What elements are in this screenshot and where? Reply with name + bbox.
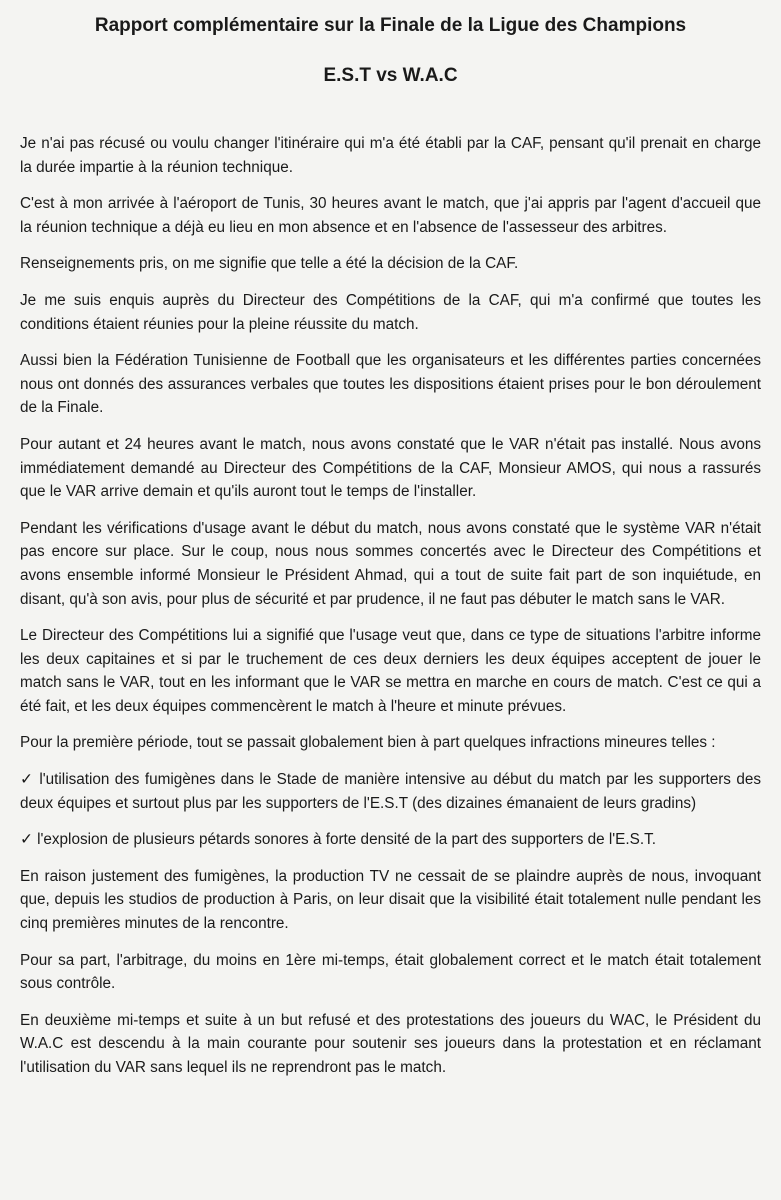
paragraph-director-inquiry: Je me suis enquis auprès du Directeur des Compétitions de la CAF, qui m'a confirmé que toutes les conditions étaient réunies pour la pleine réussite du match. bbox=[20, 291, 761, 333]
paragraph-verifications: Pendant les vérifications d'usage avant le début du match, nous avons constaté que le système VAR n'était pas encore sur place. Sur le coup, nous nous sommes concertés avec le Directeur des Compétitions et avons ensemble informé Monsieur le Président Ahmad, qui a tout de suite fait part de son inquiétude, en disant, qu'à son avis, pour plus de sécurité et par prudence, il ne faut pas débuter le match sans le VAR. bbox=[20, 519, 761, 608]
paragraph-caf-decision: Renseignements pris, on me signifie que telle a été la décision de la CAF. bbox=[20, 255, 519, 273]
list-item-firecrackers: ✓ l'explosion de plusieurs pétards sonores à forte densité de la part des supporters de l'E.S.T. bbox=[20, 831, 656, 849]
paragraph-tv-production: En raison justement des fumigènes, la production TV ne cessait de se plaindre auprès de nous, invoquant que, depuis les studios de production à Paris, on leur disait que la visibilité était totalement nulle pendant les cinq premières minutes de la rencontre. bbox=[20, 867, 761, 933]
document-subtitle: E.S.T vs W.A.C bbox=[323, 65, 458, 86]
paragraph-refereeing: Pour sa part, l'arbitrage, du moins en 1ère mi-temps, était globalement correct et le match était totalement sous contrôle. bbox=[20, 951, 761, 993]
paragraph-captains-agreement: Le Directeur des Compétitions lui a signifié que l'usage veut que, dans ce type de situations l'arbitre informe les deux capitaines et si par le truchement de ces deux derniers les deux équipes acceptent de jouer le match sans le VAR, tout en les informant que le VAR se mettra en marche en cours de match. C'est ce qui a été fait, et les deux équipes commencèrent le match à l'heure et minute prévues. bbox=[20, 627, 761, 715]
paragraph-itinerary: Je n'ai pas récusé ou voulu changer l'itinéraire qui m'a été établi par la CAF, pensant qu'il prenait en charge la durée impartie à la réunion technique. bbox=[20, 135, 761, 176]
paragraph-var-not-installed: Pour autant et 24 heures avant le match, nous avons constaté que le VAR n'était pas installé. Nous avons immédiatement demandé au Directeur des Compétitions de la CAF, Monsieur AMOS, qui nous a rassurés que le VAR arrive demain et qu'ils auront tout le temps de l'installer. bbox=[20, 435, 761, 501]
document-body bbox=[20, 132, 761, 1080]
document-title: Rapport complémentaire sur la Finale de la Ligue des Champions bbox=[94, 15, 687, 36]
paragraph-arrival-tunis: C'est à mon arrivée à l'aéroport de Tunis, 30 heures avant le match, que j'ai appris par l'agent d'accueil que la réunion technique a déjà eu lieu en mon absence et en l'absence de l'assesseur des arbitres. bbox=[20, 195, 761, 236]
paragraph-second-half: En deuxième mi-temps et suite à un but refusé et des protestations des joueurs du WAC, le Président du W.A.C est descendu à la main courante pour soutenir ses joueurs dans la protestation et en réclamant l'utilisation du VAR sans lequel ils ne reprendront pas le match. bbox=[20, 1011, 761, 1076]
paragraph-first-half: Pour la première période, tout se passait globalement bien à part quelques infractions mineures telles : bbox=[20, 734, 716, 752]
list-item-smoke-flares: ✓ l'utilisation des fumigènes dans le Stade de manière intensive au début du match par les supporters des deux équipes et surtout plus par les supporters de l'E.S.T (des dizaines émanaient de leurs gradins) bbox=[20, 771, 761, 812]
paragraph-federation-assurances: Aussi bien la Fédération Tunisienne de Football que les organisateurs et les différentes parties concernées nous ont donnés des assurances verbales que toutes les dispositions étaient prises pour le bon déroulement de la Finale. bbox=[20, 352, 761, 417]
